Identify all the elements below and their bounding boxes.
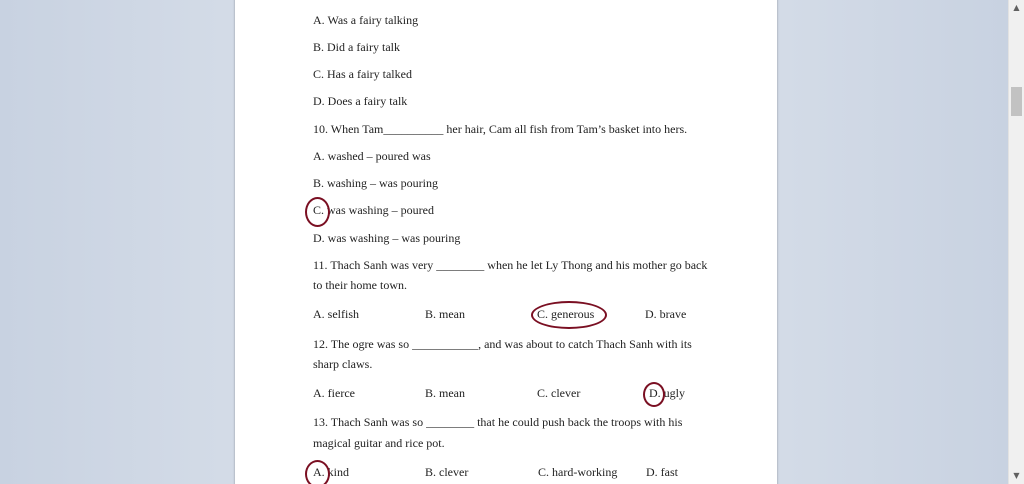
question-12-continued: sharp claws. [313,357,373,371]
option-q12-c: C. clever [537,386,581,400]
answer-circle-q12 [643,382,665,407]
question-13: 13. Thach Sanh was so ________ that he could push back the troops with his [313,415,683,429]
question-11-continued: to their home town. [313,278,407,292]
option-q11-b: B. mean [425,307,465,321]
answer-circle-q13 [305,460,330,484]
option-q12-d: D. ugly [649,386,685,400]
option-line: B. washing – was pouring [313,176,438,190]
question-12: 12. The ogre was so ___________, and was about to catch Thach Sanh with its [313,337,692,351]
option-line: A. Was a fairy talking [313,13,419,27]
question-11: 11. Thach Sanh was very ________ when he let Ly Thong and his mother go back [313,258,708,272]
scroll-thumb[interactable] [1011,87,1022,116]
scroll-up-arrow-icon[interactable]: ▲ [1013,3,1020,12]
option-q11-c: C. generous [537,307,595,321]
option-q12-b: B. mean [425,386,465,400]
scroll-down-arrow-icon[interactable]: ▼ [1013,471,1020,480]
option-line: C. Has a fairy talked [313,67,412,81]
question-10: 10. When Tam__________ her hair, Cam all fish from Tam’s basket into hers. [313,122,688,136]
option-line: C. was washing – poured [313,203,434,217]
option-q13-c: C. hard-working [538,465,618,479]
option-q13-d: D. fast [646,465,678,479]
option-line: B. Did a fairy talk [313,40,400,54]
option-q13-b: B. clever [425,465,469,479]
option-line: D. was washing – was pouring [313,231,461,245]
option-q11-a: A. selfish [313,307,359,321]
option-q13-a: A. kind [313,465,349,479]
option-line: D. Does a fairy talk [313,94,408,108]
option-q11-d: D. brave [645,307,687,321]
document-page [235,0,777,484]
question-13-continued: magical guitar and rice pot. [313,436,445,450]
option-q12-a: A. fierce [313,386,355,400]
option-line: A. washed – poured was [313,149,431,163]
answer-circle-q11 [531,301,607,329]
vertical-scrollbar[interactable] [1008,0,1024,484]
answer-circle-q10 [305,197,330,227]
